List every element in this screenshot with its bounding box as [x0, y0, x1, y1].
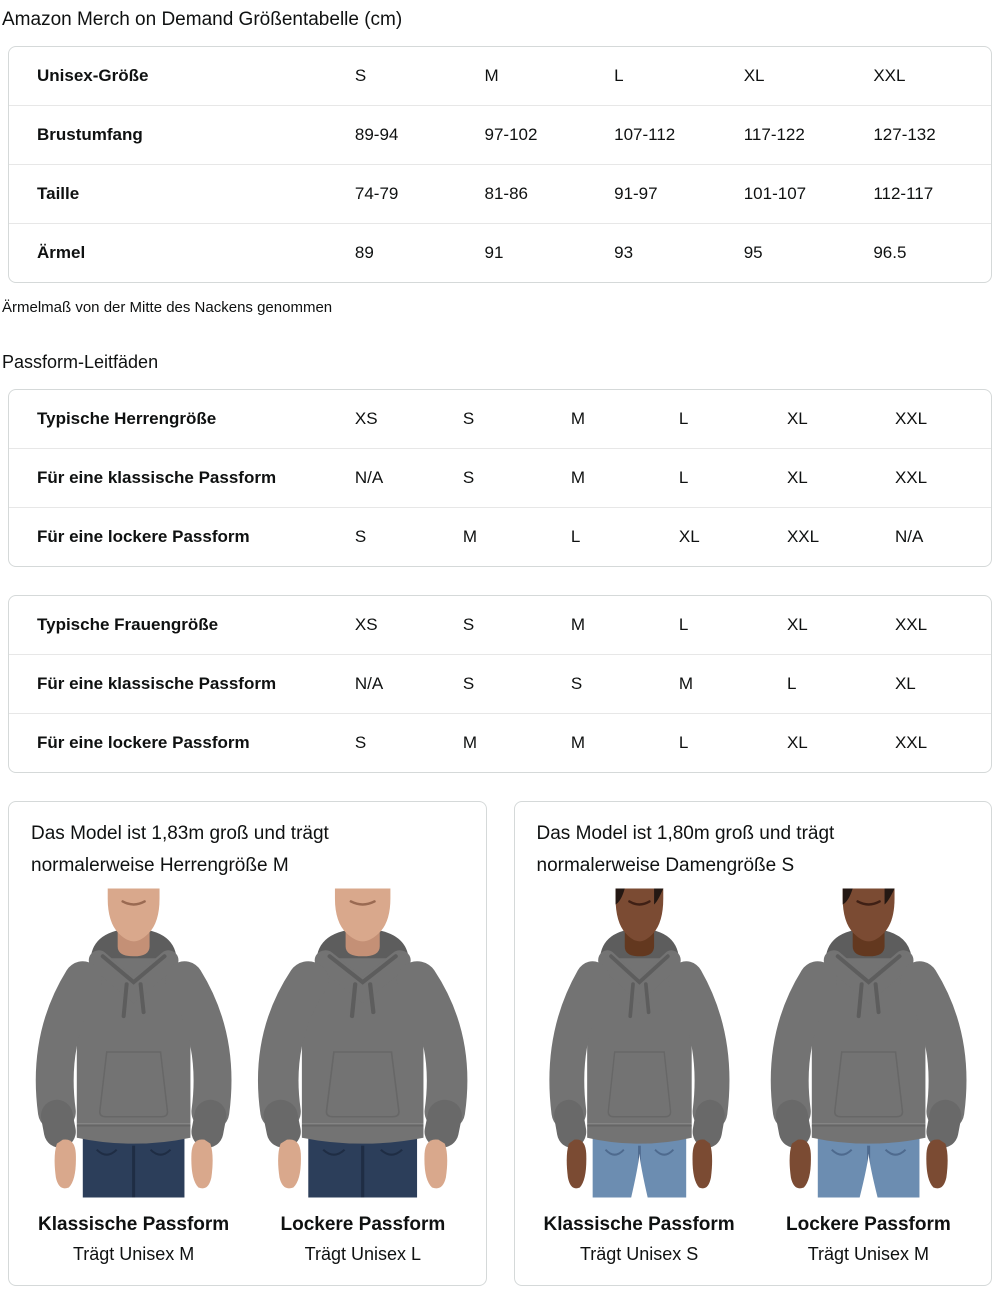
cell: S [462, 409, 475, 428]
cell: M [559, 448, 667, 507]
mens-fit-table [8, 389, 992, 567]
figure-loose-fit [248, 888, 477, 1265]
cell: L [775, 654, 883, 713]
cell: XL [786, 615, 808, 634]
cell: 97-102 [473, 105, 603, 164]
model-description: Das Model ist 1,80m groß und trägt normalerweise Damengröße S [536, 823, 835, 876]
cell: S [343, 507, 451, 566]
table-row [9, 596, 991, 654]
cell: N/A [343, 448, 451, 507]
cell: XL [775, 713, 883, 772]
cell: M [570, 409, 586, 428]
cell: 96.5 [861, 223, 991, 282]
cell: 101-107 [732, 164, 862, 223]
mens-fit-table-wrap [8, 389, 992, 567]
size-label: Trägt Unisex L [304, 1244, 422, 1264]
table-row [9, 223, 991, 282]
cell: L [614, 66, 624, 85]
cell: XL [786, 409, 808, 428]
cell: L [667, 713, 775, 772]
cell: XXL [883, 713, 991, 772]
cell: XL [883, 654, 991, 713]
cell: N/A [883, 507, 991, 566]
cell: XXL [894, 615, 928, 634]
table-row [9, 47, 991, 105]
cell: 93 [602, 223, 732, 282]
fit-label: Klassische Passform [38, 1214, 230, 1235]
figure-classic-fit [19, 888, 248, 1265]
size-label: Trägt Unisex M [72, 1244, 195, 1264]
cell: 117-122 [732, 105, 862, 164]
cell: 89 [343, 223, 473, 282]
cell: M [451, 507, 559, 566]
cell: L [559, 507, 667, 566]
cell: XXL [894, 409, 928, 428]
cell: 89-94 [343, 105, 473, 164]
cell: XL [743, 66, 765, 85]
figures-row [525, 888, 984, 1265]
cell: N/A [343, 654, 451, 713]
womens-fit-table-wrap [8, 595, 992, 773]
cell: S [451, 654, 559, 713]
figure-loose-fit [754, 888, 983, 1265]
cell: 95 [732, 223, 862, 282]
size-chart-page [0, 8, 1000, 1293]
cell: XXL [883, 448, 991, 507]
womens-fit-table [8, 595, 992, 773]
row-label: Brustumfang [9, 105, 343, 164]
mens-model-card [8, 801, 487, 1286]
cell: XXL [775, 507, 883, 566]
size-label: Trägt Unisex M [807, 1244, 930, 1264]
cell: S [451, 448, 559, 507]
cell: XXL [873, 66, 906, 85]
cell: M [451, 713, 559, 772]
table-row [9, 390, 991, 448]
row-label: Für eine lockere Passform [9, 507, 343, 566]
cell: 74-79 [343, 164, 473, 223]
unisex-size-table [8, 46, 992, 283]
model-description: Das Model ist 1,83m groß und trägt normalerweise Herrengröße M [31, 823, 329, 876]
cell: S [559, 654, 667, 713]
figures-row [19, 888, 478, 1265]
cell: XL [775, 448, 883, 507]
figure-classic-fit [525, 888, 754, 1265]
cell: M [559, 713, 667, 772]
cell: M [484, 66, 499, 85]
model-photo-female-classic-fit [525, 888, 754, 1198]
cell: 91 [473, 223, 603, 282]
cell: XL [667, 507, 775, 566]
unisex-size-table-wrap [8, 46, 992, 283]
cell: 81-86 [473, 164, 603, 223]
cell: M [570, 615, 586, 634]
model-photo-male-classic-fit [19, 888, 248, 1198]
cell: S [343, 713, 451, 772]
fit-guide-heading: Passform-Leitfäden [2, 352, 159, 372]
cell: 91-97 [602, 164, 732, 223]
row-label: Für eine lockere Passform [9, 713, 343, 772]
cell: M [667, 654, 775, 713]
table-row [9, 507, 991, 566]
table-row [9, 713, 991, 772]
model-cards [8, 801, 992, 1286]
cell: L [678, 409, 689, 428]
row-label: Typische Frauengröße [37, 615, 219, 634]
cell: 127-132 [861, 105, 991, 164]
page-title: Amazon Merch on Demand Größentabelle (cm) [2, 9, 403, 30]
table-row [9, 105, 991, 164]
cell: XS [354, 615, 378, 634]
fit-label: Lockere Passform [786, 1214, 951, 1235]
sleeve-footnote: Ärmelmaß von der Mitte des Nackens genommen [2, 299, 333, 316]
cell: S [354, 66, 367, 85]
row-label: Für eine klassische Passform [9, 654, 343, 713]
table-row [9, 654, 991, 713]
row-label: Für eine klassische Passform [9, 448, 343, 507]
cell: 107-112 [602, 105, 732, 164]
row-label: Taille [9, 164, 343, 223]
model-photo-male-loose-fit [248, 888, 477, 1198]
cell: 112-117 [861, 164, 991, 223]
table-row [9, 448, 991, 507]
cell: XS [354, 409, 378, 428]
row-label: Typische Herrengröße [37, 409, 217, 428]
cell: S [462, 615, 475, 634]
model-photo-female-loose-fit [754, 888, 983, 1198]
fit-label: Lockere Passform [280, 1214, 446, 1235]
cell: L [667, 448, 775, 507]
row-label: Unisex-Größe [37, 66, 149, 85]
row-label: Ärmel [9, 223, 343, 282]
cell: L [678, 615, 689, 634]
size-label: Trägt Unisex S [579, 1244, 699, 1264]
table-row [9, 164, 991, 223]
womens-model-card [514, 801, 993, 1286]
fit-label: Klassische Passform [543, 1214, 735, 1235]
